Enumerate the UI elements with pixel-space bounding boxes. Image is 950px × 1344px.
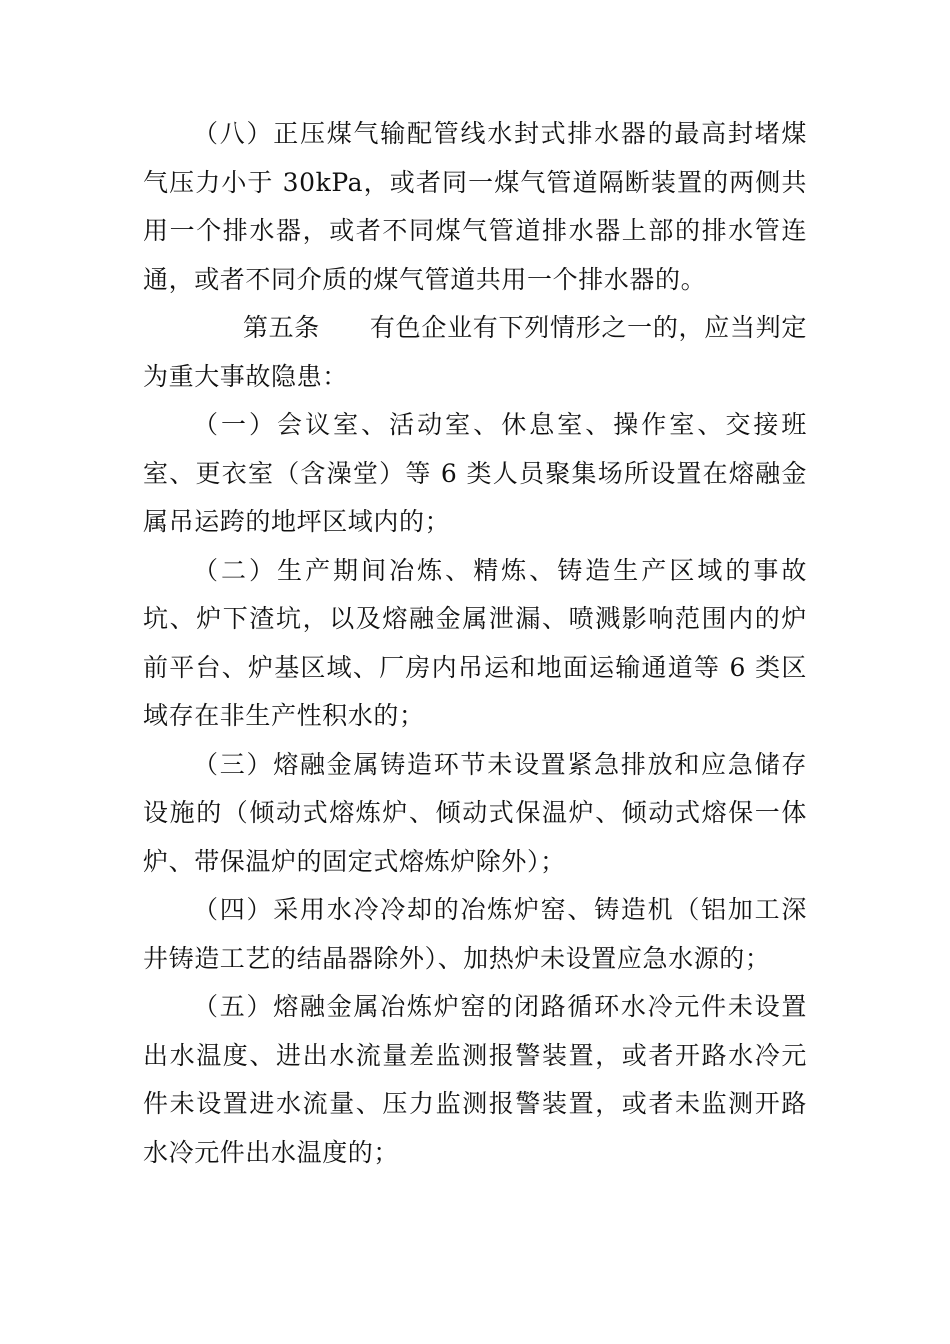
paragraph-text: （二）生产期间冶炼、精炼、铸造生产区域的事故坑、炉下渣坑，以及熔融金属泄漏、喷溅影响范围内的炉前平台、炉基区域、厂房内吊运和地面运输通道等 6 类区域存在非生产性积水的； bbox=[143, 555, 807, 730]
paragraph-item-1 bbox=[143, 401, 807, 547]
paragraph-item-3 bbox=[143, 741, 807, 887]
article-number: 第五条 bbox=[243, 313, 320, 342]
paragraph-text: （五）熔融金属冶炼炉窑的闭路循环水冷元件未设置出水温度、进出水流量差监测报警装置，或者开路水冷元件未设置进水流量、压力监测报警装置，或者未监测开路水冷元件出水温度的； bbox=[143, 992, 807, 1167]
paragraph-item-8 bbox=[143, 110, 807, 304]
paragraph-text: （一）会议室、活动室、休息室、操作室、交接班室、更衣室（含澡堂）等 6 类人员聚集场所设置在熔融金属吊运跨的地坪区域内的； bbox=[143, 410, 807, 536]
paragraph-text: （八）正压煤气输配管线水封式排水器的最高封堵煤气压力小于 30kPa，或者同一煤气管道隔断装置的两侧共用一个排水器，或者不同煤气管道排水器上部的排水管连通，或者不同介质的煤气管道共用一个排水器的。 bbox=[143, 119, 807, 294]
paragraph-item-5 bbox=[143, 983, 807, 1177]
article-5-paragraph bbox=[143, 304, 807, 401]
paragraph-text: （四）采用水冷冷却的冶炼炉窑、铸造机（铝加工深井铸造工艺的结晶器除外）、加热炉未设置应急水源的； bbox=[143, 895, 807, 973]
document-body bbox=[143, 110, 807, 1177]
paragraph-text: （三）熔融金属铸造环节未设置紧急排放和应急储存设施的（倾动式熔炼炉、倾动式保温炉、倾动式熔保一体炉、带保温炉的固定式熔炼炉除外）； bbox=[143, 749, 807, 876]
paragraph-item-2 bbox=[143, 547, 807, 741]
paragraph-text: 有色企业有下列情形之一的，应当判定为重大事故隐患： bbox=[143, 313, 807, 391]
paragraph-item-4 bbox=[143, 886, 807, 983]
